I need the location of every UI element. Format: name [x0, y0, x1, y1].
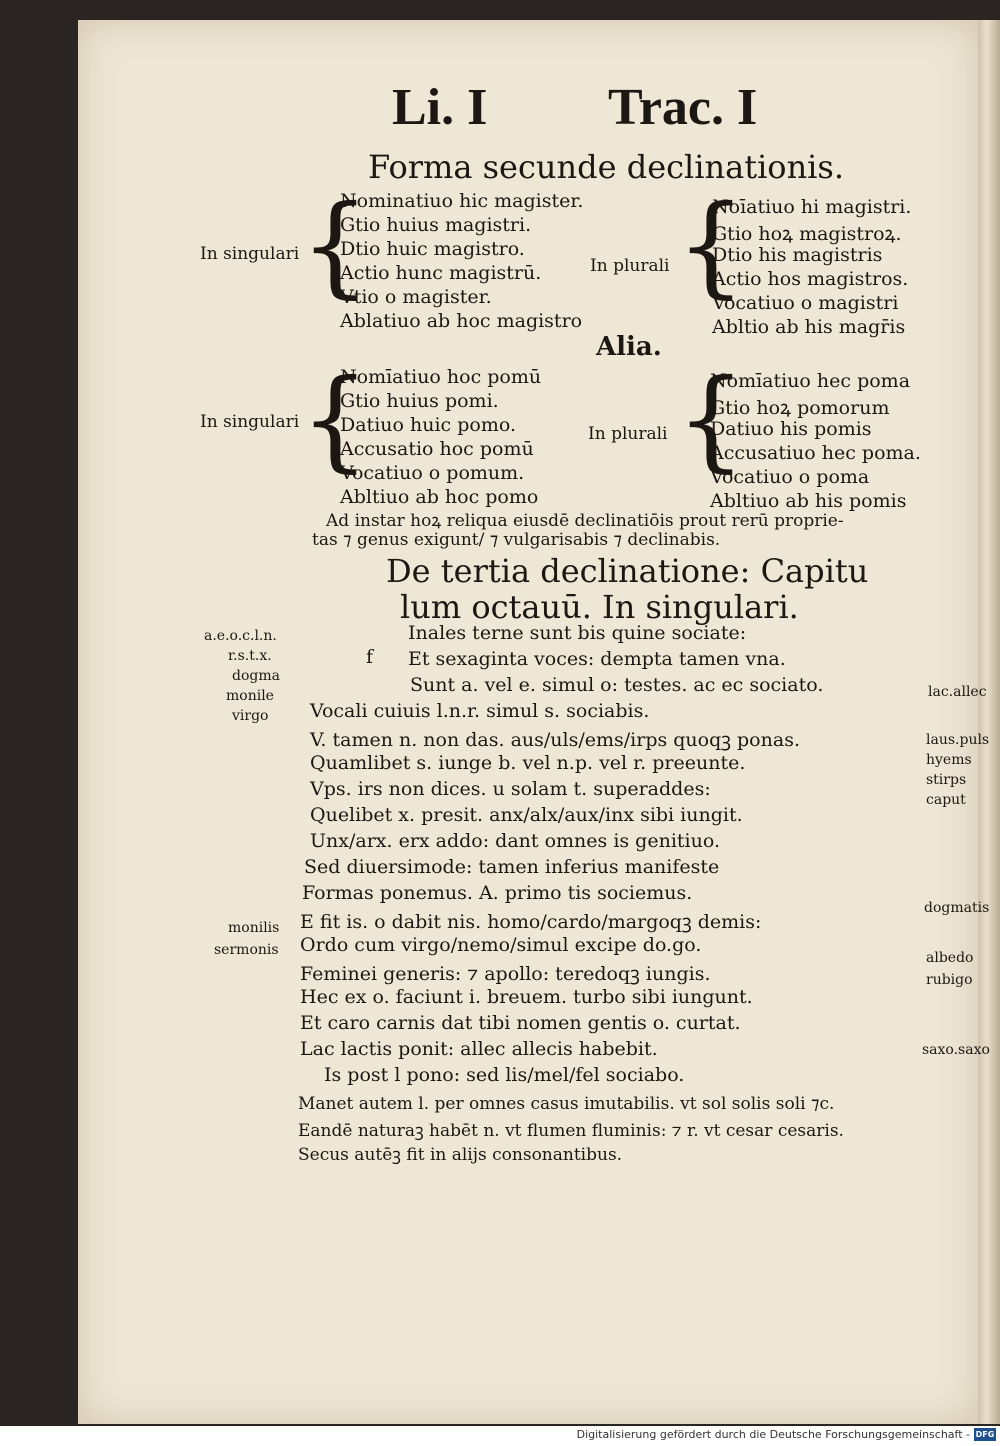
section1-singular-label: In singulari: [200, 244, 300, 264]
s2-pl-line: Datiuo his pomis: [710, 418, 872, 440]
right-margin-note: hyems: [926, 752, 972, 768]
s2-sg-line: Gtio huius pomi.: [340, 390, 499, 412]
s2-pl-line: Nomīatiuo hec poma: [710, 370, 911, 392]
section3-title: De tertia declinatione: Capitu: [386, 552, 869, 590]
verse-line: V. tamen n. non das. aus/uls/ems/irps quoqꝫ ponas.: [310, 729, 800, 751]
left-margin-note: monilis: [228, 920, 280, 936]
left-brace-icon: {: [300, 181, 370, 309]
verse-line: Et caro carnis dat tibi nomen gentis o. curtat.: [300, 1012, 741, 1034]
s2-pl-line: Accusatiuo hec poma.: [710, 442, 921, 464]
verse-line: Inales terne sunt bis quine sociate:: [408, 622, 747, 644]
prose-line: Secus autēꝫ fit in alijs consonantibus.: [298, 1145, 623, 1165]
verse-line: Hec ex o. faciunt i. breuem. turbo sibi iungunt.: [300, 986, 753, 1008]
verse-line: Vocali cuiuis l.n.r. simul s. sociabis.: [310, 700, 650, 722]
verse-line: Formas ponemus. A. primo tis sociemus.: [302, 882, 693, 904]
right-margin-note: dogmatis: [924, 900, 990, 916]
book-number: Li. I: [392, 79, 488, 136]
section1-title: Forma secunde declinationis.: [368, 148, 844, 186]
s2-sg-line: Nomīatiuo hoc pomū: [340, 366, 542, 388]
verse-line: Lac lactis ponit: allec allecis habebit.: [300, 1038, 658, 1060]
s1-sg-line: Vtio o magister.: [340, 286, 492, 308]
verse-line: Quelibet x. presit. anx/alx/aux/inx sibi iungit.: [310, 804, 743, 826]
s1-pl-line: Noīatiuo hi magistri.: [712, 196, 912, 218]
prose-line: Manet autem l. per omnes casus imutabilis. vt sol solis soli ⁊c.: [298, 1094, 835, 1114]
left-margin-note: sermonis: [214, 942, 279, 958]
verse-line: Feminei generis: ⁊ apollo: teredoqꝫ iungis.: [300, 963, 711, 985]
section2-title: Alia.: [596, 332, 662, 362]
right-margin-note: rubigo: [926, 972, 973, 988]
s2-sg-line: Accusatio hoc pomū: [340, 438, 534, 460]
s2-pl-line: Abltiuo ab his pomis: [710, 490, 907, 512]
section2-plural-label: In plurali: [588, 424, 668, 444]
s1-sg-line: Gtio huius magistri.: [340, 214, 532, 236]
s2-sg-line: Datiuo huic pomo.: [340, 414, 516, 436]
section1-plural-label: In plurali: [590, 256, 670, 276]
left-margin-note: r.s.t.x.: [228, 648, 272, 664]
s1-pl-line: Gtio hoꝝ magistroꝝ.: [712, 223, 902, 245]
right-margin-note: lac.allec: [928, 684, 987, 700]
verse-line: Is post l pono: sed lis/mel/fel sociabo.: [324, 1064, 685, 1086]
right-margin-note: laus.puls: [926, 732, 990, 748]
dfg-logo: DFG: [975, 1430, 995, 1439]
verse-line: Quamlibet s. iunge b. vel n.p. vel r. preeunte.: [310, 752, 746, 774]
s1-sg-line: Ablatiuo ab hoc magistro: [340, 310, 583, 332]
s2-pl-line: Gtio hoꝝ pomorum: [710, 397, 890, 419]
s1-sg-line: Actio hunc magistrū.: [340, 262, 542, 284]
s1-sg-line: Dtio huic magistro.: [340, 238, 525, 260]
s1-pl-line: Vocatiuo o magistri: [712, 292, 899, 314]
left-margin-note: a.e.o.c.l.n.: [204, 628, 277, 644]
verse-line: Unx/arx. erx addo: dant omnes is genitiuo.: [310, 830, 720, 852]
verse-line: E fit is. o dabit nis. homo/cardo/margoqꝫ demis:: [300, 911, 762, 933]
left-brace-icon: {: [676, 355, 746, 483]
left-brace-icon: {: [300, 355, 370, 483]
verse-line: Vps. irs non dices. u solam t. superaddes:: [310, 778, 711, 800]
left-margin-note: monile: [226, 688, 274, 704]
left-margin-note: virgo: [232, 708, 269, 724]
digitization-credit: Digitalisierung gefördert durch die Deutsche Forschungsgemeinschaft -: [576, 1428, 970, 1441]
s1-sg-line: Nominatiuo hic magister.: [340, 190, 584, 212]
s1-pl-line: Abltio ab his magr̄is: [712, 316, 906, 338]
right-margin-note: stirps: [926, 772, 967, 788]
left-brace-icon: {: [676, 181, 746, 309]
s2-sg-line: Abltiuo ab hoc pomo: [340, 486, 539, 508]
verse-line: Sed diuersimode: tamen inferius manifeste: [304, 856, 720, 878]
s1-pl-line: Dtio his magistris: [712, 244, 883, 266]
section2-note-line: tas ⁊ genus exigunt/ ⁊ vulgarisabis ⁊ declinabis.: [312, 530, 721, 550]
section3-title: lum octauū. In singulari.: [400, 588, 799, 626]
s2-pl-line: Vocatiuo o poma: [710, 466, 870, 488]
verse-line: Ordo cum virgo/nemo/simul excipe do.go.: [300, 934, 702, 956]
s1-pl-line: Actio hos magistros.: [712, 268, 909, 290]
tract-number: Trac. I: [608, 79, 758, 136]
s2-sg-line: Vocatiuo o pomum.: [340, 462, 525, 484]
page-edge: [978, 20, 1000, 1424]
prose-line: Eandē naturaꝫ habēt n. vt flumen fluminis: ⁊ r. vt cesar cesaris.: [298, 1121, 844, 1141]
verse-line: Et sexaginta voces: dempta tamen vna.: [408, 648, 786, 670]
right-margin-note: albedo: [926, 950, 974, 966]
section2-note-line: Ad instar hoꝝ reliqua eiusdē declinatiōis prout rerū proprie-: [326, 511, 844, 531]
left-margin-note: dogma: [232, 668, 280, 684]
verse-line: Sunt a. vel e. simul o: testes. ac ec sociato.: [410, 674, 824, 696]
right-margin-note: saxo.saxo: [922, 1042, 990, 1058]
right-margin-note: caput: [926, 792, 966, 808]
section2-singular-label: In singulari: [200, 412, 300, 432]
f-mark: f: [366, 646, 374, 668]
